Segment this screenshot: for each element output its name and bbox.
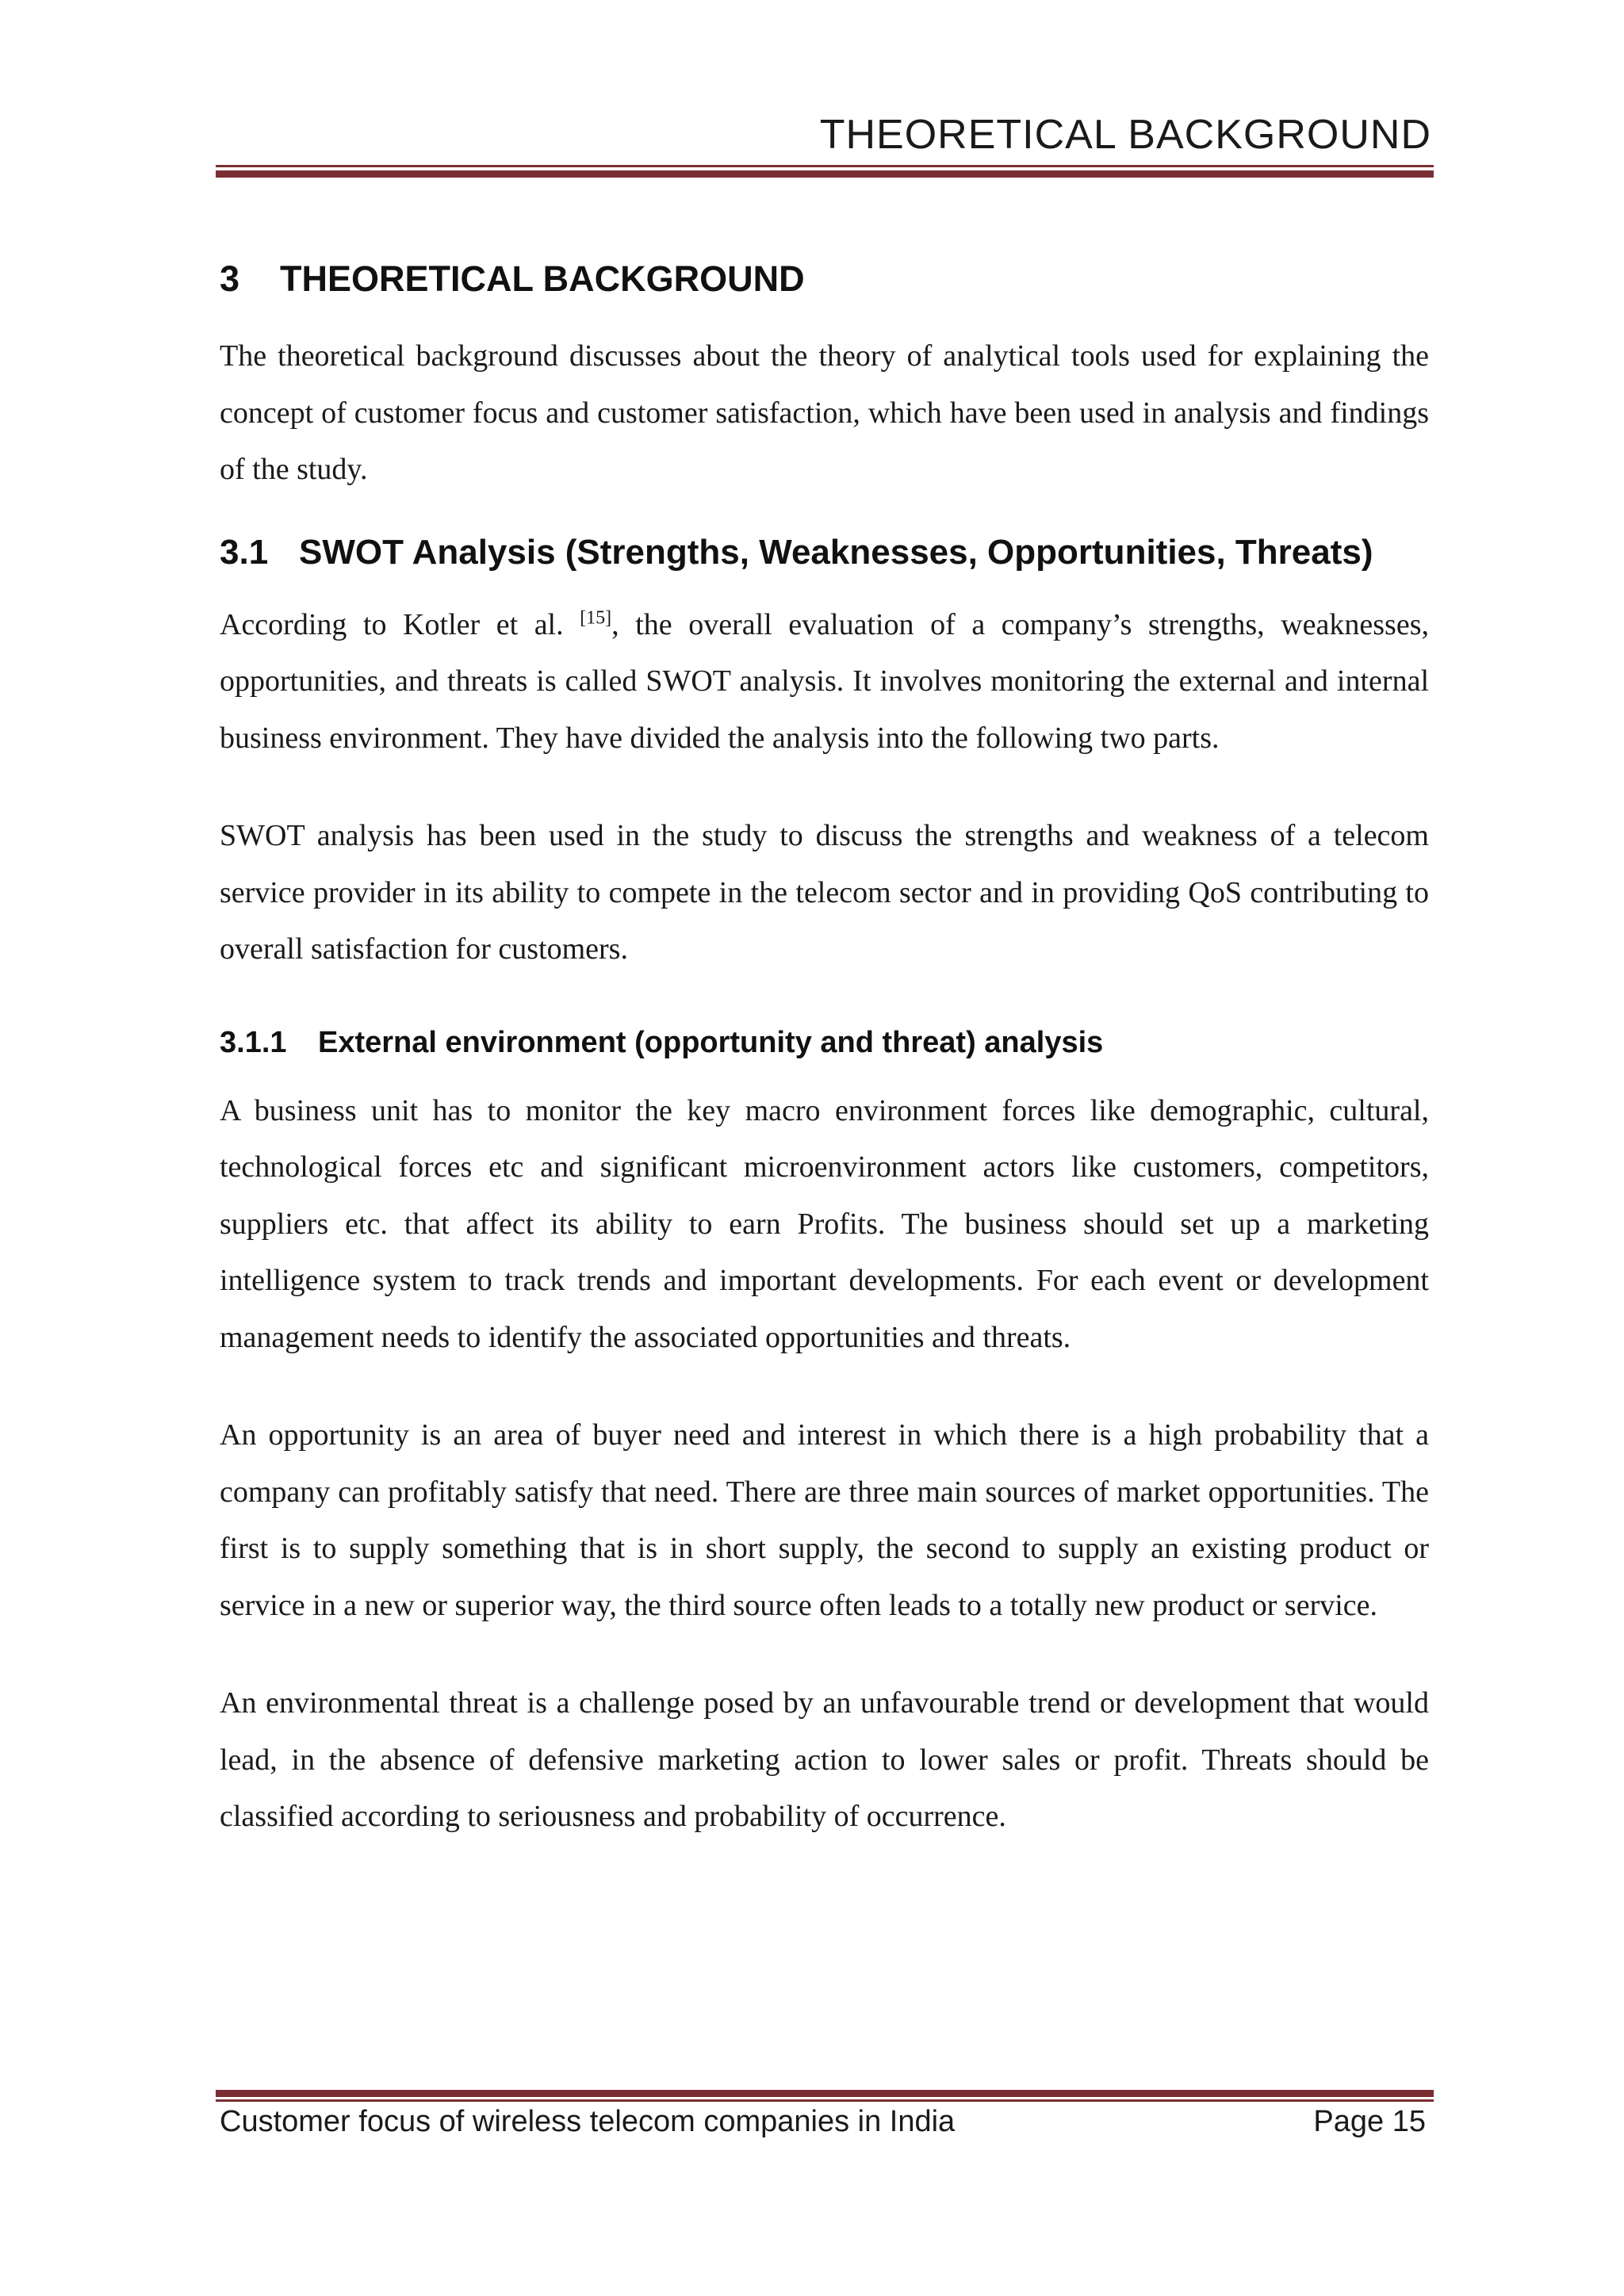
chapter-heading [220,251,1429,308]
paragraph-text: , the overall evaluation of a company’s strengths, weaknesses, opportunities, and threats is called SWOT analysis. It involves monitoring the external and internal business environment. They have divided the analysis into the following two parts. [220,607,1429,755]
page-number: Page 15 [1313,2105,1426,2138]
running-header: THEORETICAL BACKGROUND [819,112,1431,158]
paragraph-text: According to Kotler et al. [220,607,580,641]
section-title: SWOT Analysis (Strengths, Weaknesses, Opportunities, Threats) [299,532,1373,572]
footer-rule-thick [216,2090,1434,2097]
header-rule-thick [216,170,1434,178]
subsection-title: External environment (opportunity and threat) analysis [318,1025,1104,1059]
chapter-title: THEORETICAL BACKGROUND [280,258,805,299]
section-heading [220,526,1429,580]
section-number: 3.1 [220,532,269,572]
header-rule-thin [216,165,1434,167]
page-body [220,251,1429,1846]
chapter-intro-paragraph: The theoretical background discusses about the theory of analytical tools used for explaining the concept of customer focus and customer satisfaction, which have been used in analysis and findings of the study. [220,339,1429,486]
subsection-number: 3.1.1 [220,1025,287,1059]
citation-reference: [15] [580,607,612,628]
chapter-number: 3 [220,258,240,299]
subsection-paragraph-3: An environmental threat is a challenge posed by an unfavourable trend or development that would lead, in the absence of defensive marketing action to lower sales or profit. Threats should be classified according to seriousness and probability of occurrence. [220,1686,1429,1833]
footer-title: Customer focus of wireless telecom companies in India [220,2105,956,2138]
section-paragraph-1 [220,597,1429,767]
subsection-heading [220,1018,1429,1067]
footer-rule-thin [216,2099,1434,2102]
section-paragraph-2: SWOT analysis has been used in the study to discuss the strengths and weakness of a telecom service provider in its ability to compete in the telecom sector and in providing QoS contributing to overall satisfaction for customers. [220,819,1429,966]
subsection-paragraph-2: An opportunity is an area of buyer need and interest in which there is a high probability that a company can profitably satisfy that need. There are three main sources of market opportunities. The first is to supply something that is in short supply, the second to supply an existing product or service in a new or superior way, the third source often leads to a totally new product or service. [220,1418,1429,1622]
subsection-paragraph-1: A business unit has to monitor the key macro environment forces like demographic, cultural, technological forces etc and significant microenvironment actors like customers, competitors, suppliers etc. that affect its ability to earn Profits. The business should set up a marketing intelligence system to track trends and important developments. For each event or development management needs to identify the associated opportunities and threats. [220,1093,1429,1354]
